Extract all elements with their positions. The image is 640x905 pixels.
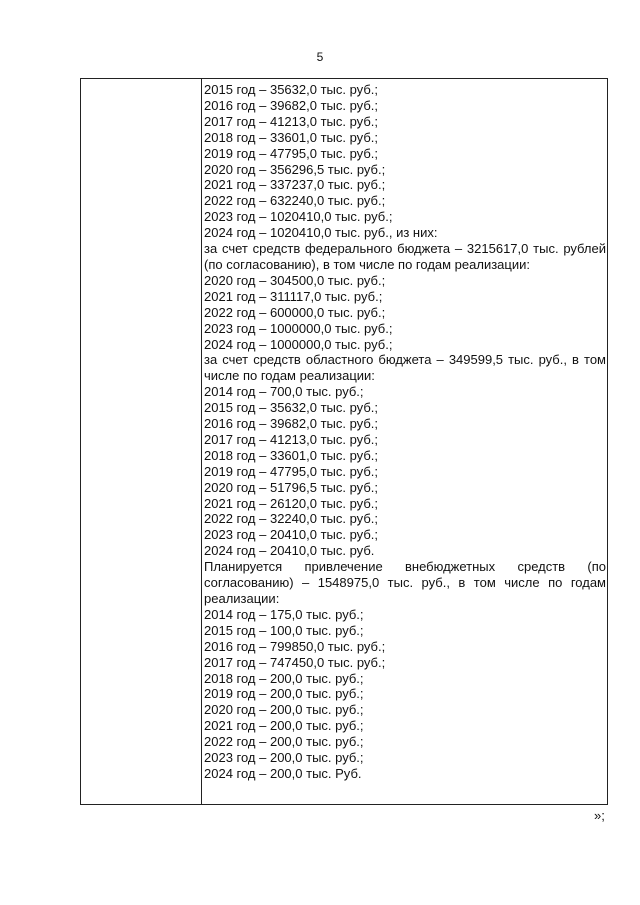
year-line: 2016 год – 39682,0 тыс. руб.; [204, 416, 378, 432]
year-line: 2022 год – 632240,0 тыс. руб.; [204, 193, 386, 209]
year-line: 2015 год – 35632,0 тыс. руб.; [204, 82, 378, 97]
closing-quote-mark: »; [594, 808, 605, 823]
year-line: 2014 год – 175,0 тыс. руб.; [204, 606, 364, 622]
year-line: 2021 год – 200,0 тыс. руб.; [204, 718, 364, 734]
year-line: 2023 год – 20410,0 тыс. руб.; [204, 527, 378, 543]
year-line: 2017 год – 747450,0 тыс. руб.; [204, 654, 386, 670]
year-line: 2019 год – 47795,0 тыс. руб.; [204, 145, 378, 161]
year-line: 2018 год – 33601,0 тыс. руб.; [204, 447, 378, 463]
year-line: 2024 год – 200,0 тыс. Руб. [204, 765, 362, 781]
federal-by-year-list [204, 273, 606, 353]
extrabudget-by-year-list [204, 607, 606, 782]
year-line: 2014 год – 700,0 тыс. руб.; [204, 384, 364, 400]
page-number: 5 [316, 50, 324, 64]
year-line: 2023 год – 1000000,0 тыс. руб.; [204, 320, 393, 336]
year-line: 2020 год – 356296,5 тыс. руб.; [204, 161, 386, 177]
year-line: 2016 год – 799850,0 тыс. руб.; [204, 638, 386, 654]
year-line: 2018 год – 200,0 тыс. руб.; [204, 670, 364, 686]
year-line: 2019 год – 200,0 тыс. руб.; [204, 686, 364, 702]
federal-budget-heading: за счет средств федерального бюджета – 3215617,0 тыс. рублей (по согласованию), в том числе по годам реализации: [204, 241, 606, 272]
year-line: 2020 год – 304500,0 тыс. руб.; [204, 272, 386, 288]
column-divider [201, 79, 202, 804]
regional-by-year-list [204, 384, 606, 559]
year-line: 2022 год – 32240,0 тыс. руб.; [204, 511, 378, 527]
year-line: 2018 год – 33601,0 тыс. руб.; [204, 129, 378, 145]
year-line: 2019 год – 47795,0 тыс. руб.; [204, 463, 378, 479]
year-line: 2023 год – 200,0 тыс. руб.; [204, 750, 364, 766]
extrabudget-heading: Планируется привлечение внебюджетных средств (по согласованию) – 1548975,0 тыс. руб., в том числе по годам реализации: [204, 559, 606, 606]
regional-budget-heading: за счет средств областного бюджета – 349599,5 тыс. руб., в том числе по годам реализации: [204, 352, 606, 384]
year-line: 2020 год – 51796,5 тыс. руб.; [204, 479, 378, 495]
funding-table [80, 78, 608, 805]
year-line: 2015 год – 35632,0 тыс. руб.; [204, 400, 378, 416]
total-by-year-list [204, 82, 606, 241]
year-line: 2017 год – 41213,0 тыс. руб.; [204, 113, 378, 129]
year-line: 2021 год – 337237,0 тыс. руб.; [204, 177, 386, 193]
year-line: 2022 год – 200,0 тыс. руб.; [204, 734, 364, 750]
year-line: 2021 год – 311117,0 тыс. руб.; [204, 288, 383, 304]
year-line: 2015 год – 100,0 тыс. руб.; [204, 622, 364, 638]
year-line: 2017 год – 41213,0 тыс. руб.; [204, 431, 378, 447]
year-line: 2021 год – 26120,0 тыс. руб.; [204, 495, 378, 511]
year-line: 2024 год – 1000000,0 тыс. руб.; [204, 336, 393, 352]
funding-cell [204, 82, 606, 782]
year-line: 2024 год – 20410,0 тыс. руб. [204, 543, 375, 559]
year-line: 2022 год – 600000,0 тыс. руб.; [204, 304, 386, 320]
year-line: 2024 год – 1020410,0 тыс. руб., из них: [204, 225, 438, 241]
year-line: 2016 год – 39682,0 тыс. руб.; [204, 97, 378, 113]
year-line: 2020 год – 200,0 тыс. руб.; [204, 702, 364, 718]
year-line: 2023 год – 1020410,0 тыс. руб.; [204, 209, 393, 225]
